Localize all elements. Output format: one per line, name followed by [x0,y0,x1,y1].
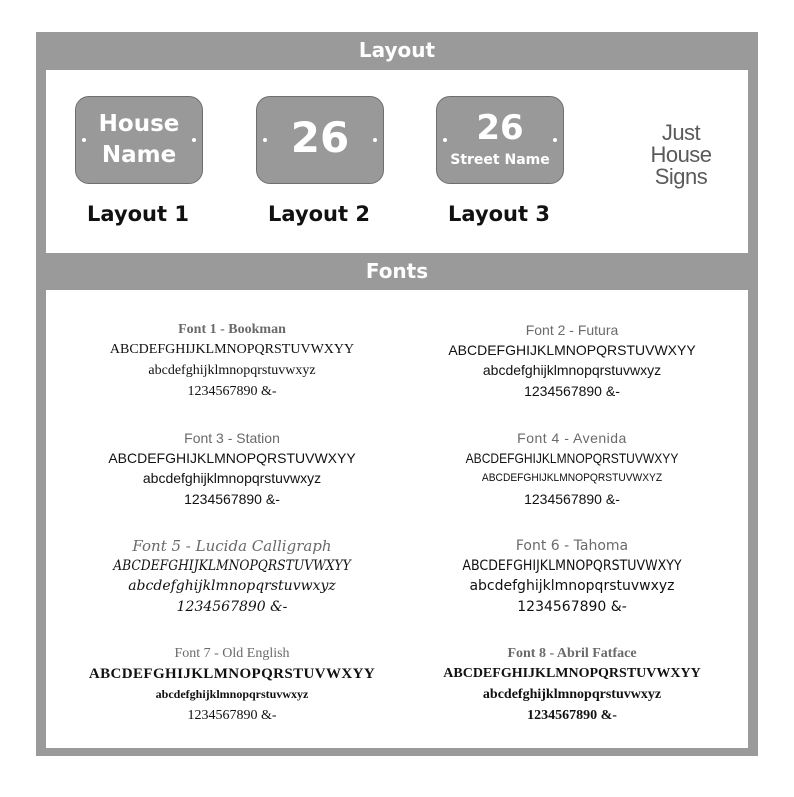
font-uppercase: ABCDEFGHIJKLMNOPQRSTUVWXYY [465,450,679,466]
font-sample-1 [62,320,402,402]
layout-3-sign [436,96,564,184]
font-numbers: 1234567890 &- [184,491,280,507]
font-sample-2 [402,320,742,402]
sign-line-1: House [98,111,180,137]
font-lowercase: abcdefghijklmnopqrstuvwxyz [482,687,662,702]
font-numbers: 1234567890 &- [176,599,288,615]
font-numbers: 1234567890 &- [517,599,627,615]
font-uppercase: ABCDEFGHIJKLMNOPQRSTUVWXYY [109,342,355,357]
font-name: Font 2 - Futura [525,322,619,338]
font-name: Font 1 - Bookman [178,322,286,337]
font-uppercase: ABCDEFGHIJKLMNOPQRSTUVWXYY [462,558,682,574]
sign-number: 26 [290,113,350,162]
layout-1-label: Layout 1 [87,202,189,226]
font-lowercase: abcdefghijklmnopqrstuvwxyz [148,363,316,378]
font-name: Font 6 - Tahoma [515,538,629,554]
font-sample-4 [402,428,742,510]
logo-line-2: House [650,142,712,167]
layout-2-label: Layout 2 [268,202,370,226]
font-numbers: 1234567890 &- [187,708,277,723]
font-uppercase: ABCDEFGHIJKLMNOPQRSTUVWXYY [448,342,696,358]
font-lowercase: abcdefghijklmnopqrstuvwxyz [142,470,322,486]
layout-section-title: Layout [358,38,436,62]
font-sample-5 [62,536,402,618]
layout-panel [46,70,748,253]
logo-line-1: Just [661,120,701,145]
font-sample-6 [402,536,742,618]
catalog-frame [36,32,758,756]
font-lowercase: abcdefghijklmnopqrstuvwxyz [155,687,309,701]
font-numbers: 1234567890 &- [524,491,620,507]
font-name: Font 3 - Station [184,430,280,446]
font-lowercase: ABCDEFGHIJKLMNOPQRSTUVWXYZ [481,472,663,484]
font-lowercase: abcdefghijklmnopqrstuvwxyz [482,362,662,378]
logo-line-3: Signs [654,164,708,189]
fonts-section-title: Fonts [365,259,429,283]
font-uppercase: ABCDEFGHIJKLMNOPQRSTUVWXYY [88,666,376,682]
font-numbers: 1234567890 &- [524,383,620,399]
layout-2-sign [256,96,384,184]
sign-line-2: Name [101,142,177,168]
brand-logo [626,122,736,188]
sign-street-name: Street Name [450,152,550,168]
font-lowercase: abcdefghijklmnopqrstuvwxyz [469,578,675,594]
font-numbers: 1234567890 &- [527,708,617,723]
font-uppercase: ABCDEFGHIJKLMNOPQRSTUVWXYY [443,666,701,681]
font-uppercase: ABCDEFGHIJKLMNOPQRSTUVWXYY [108,450,356,466]
font-name: Font 7 - Old English [174,646,290,661]
fonts-panel [46,290,748,748]
layout-3-label: Layout 3 [448,202,550,226]
font-numbers: 1234567890 &- [187,384,277,399]
font-name: Font 8 - Abril Fatface [507,646,637,661]
font-name: Font 5 - Lucida Calligraph [132,537,332,555]
font-sample-8 [402,644,742,726]
layout-1-sign [75,96,203,184]
font-lowercase: abcdefghijklmnopqrstuvwxyz [128,578,336,594]
font-sample-3 [62,428,402,510]
sign-number: 26 [476,108,524,148]
font-name: Font 4 - Avenida [517,430,627,446]
font-uppercase: ABCDEFGHIJKLMNOPQRSTUVWXYY [113,558,351,574]
font-sample-7 [62,644,402,726]
